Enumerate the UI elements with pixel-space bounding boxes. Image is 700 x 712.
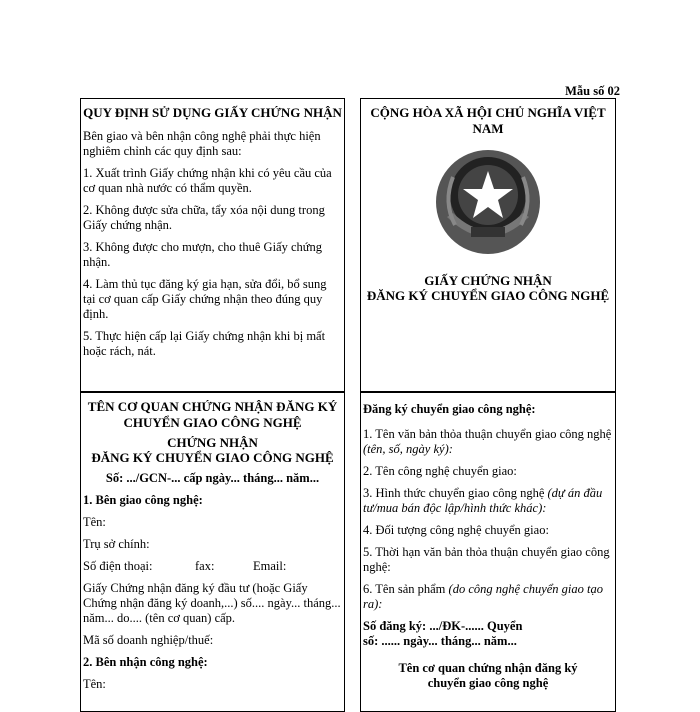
cover-cert-title: GIẤY CHỨNG NHẬN <box>424 273 552 288</box>
reg-item-3-text: 3. Hình thức chuyển giao công nghệ <box>363 486 545 500</box>
regulation-item: 5. Thực hiện cấp lại Giấy chứng nhận khi bị mất hoặc rách, nát. <box>83 329 326 358</box>
transferor-contact <box>83 559 342 574</box>
transferor-license: Giấy Chứng nhận đăng ký đầu tư (hoặc Giấy Chứng nhận đăng ký doanh,...) số.... ngày... tháng... năm... do.... (tên cơ quan) cấp. <box>83 581 341 625</box>
cert-number: Số: .../GCN-... cấp ngày... tháng... năm... <box>105 471 320 485</box>
reg-item-5: 5. Thời hạn văn bản thỏa thuận chuyển giao công nghệ: <box>363 545 610 574</box>
section-transferor: 1. Bên giao công nghệ: <box>83 493 203 507</box>
regulations-title: QUY ĐỊNH SỬ DỤNG GIẤY CHỨNG NHẬN <box>83 105 342 120</box>
phone-label: Số điện thoại: <box>83 559 153 573</box>
transferee-name: Tên: <box>83 677 106 691</box>
signing-agency: Tên cơ quan chứng nhận đăng ký <box>398 661 578 675</box>
reg-item-1-note: (tên, số, ngày ký): <box>363 442 453 456</box>
form-number: Mẫu số 02 <box>565 84 620 98</box>
transferor-tax-code: Mã số doanh nghiệp/thuế: <box>83 633 214 647</box>
registration-date: số: ...... ngày... tháng... năm... <box>363 634 517 648</box>
reg-item-1 <box>363 427 613 457</box>
country-name: CỘNG HÒA XÃ HỘI CHỦ NGHĨA VIỆT NAM <box>370 105 606 136</box>
section-transferee: 2. Bên nhận công nghệ: <box>83 655 208 669</box>
signing-agency-line2: chuyển giao công nghệ <box>427 676 549 690</box>
reg-item-2: 2. Tên công nghệ chuyển giao: <box>363 464 517 478</box>
cover-cert-subtitle: ĐĂNG KÝ CHUYỂN GIAO CÔNG NGHỆ <box>366 288 610 303</box>
regulations-intro: Bên giao và bên nhận công nghệ phải thực hiện nghiêm chỉnh các quy định sau: <box>83 129 321 158</box>
reg-item-3-note: (dự án đầu tư/mua bán độc lập/hình thức khác): <box>363 486 603 515</box>
cert-subheading: ĐĂNG KÝ CHUYỂN GIAO CÔNG NGHỆ <box>91 450 334 465</box>
regulation-item: 4. Làm thủ tục đăng ký gia hạn, sửa đổi, bổ sung tại cơ quan cấp Giấy chứng nhận theo đúng quy định. <box>83 277 327 321</box>
certificate-details-panel <box>80 392 345 712</box>
reg-item-6 <box>363 582 613 612</box>
regulation-item: 3. Không được cho mượn, cho thuê Giấy chứng nhận. <box>83 240 323 269</box>
national-emblem-icon <box>433 147 543 257</box>
transferor-address: Trụ sở chính: <box>83 537 150 551</box>
email-label: Email: <box>253 559 287 573</box>
registration-number: Số đăng ký: .../ĐK-...... Quyển <box>363 619 523 633</box>
reg-item-3 <box>363 486 613 516</box>
reg-item-6-note: (do công nghệ chuyển giao tạo ra): <box>363 582 604 611</box>
registration-panel <box>360 392 616 712</box>
reg-item-1-text: 1. Tên văn bản thỏa thuận chuyển giao công nghệ <box>363 427 612 441</box>
transferor-name: Tên: <box>83 515 106 529</box>
regulation-item: 1. Xuất trình Giấy chứng nhận khi có yêu cầu của cơ quan nhà nước có thẩm quyền. <box>83 166 332 195</box>
regulation-item: 2. Không được sửa chữa, tẩy xóa nội dung trong Giấy chứng nhận. <box>83 203 325 232</box>
reg-item-4: 4. Đối tượng công nghệ chuyển giao: <box>363 523 549 537</box>
registration-heading: Đăng ký chuyển giao công nghệ: <box>363 402 536 416</box>
fax-label: fax: <box>195 559 215 573</box>
cover-panel <box>360 98 616 392</box>
reg-item-6-text: 6. Tên sản phẩm <box>363 582 446 596</box>
regulations-panel <box>80 98 345 392</box>
agency-name: TÊN CƠ QUAN CHỨNG NHẬN ĐĂNG KÝ CHUYỂN GIAO CÔNG NGHỆ <box>87 399 338 430</box>
cert-heading: CHỨNG NHẬN <box>167 435 258 450</box>
